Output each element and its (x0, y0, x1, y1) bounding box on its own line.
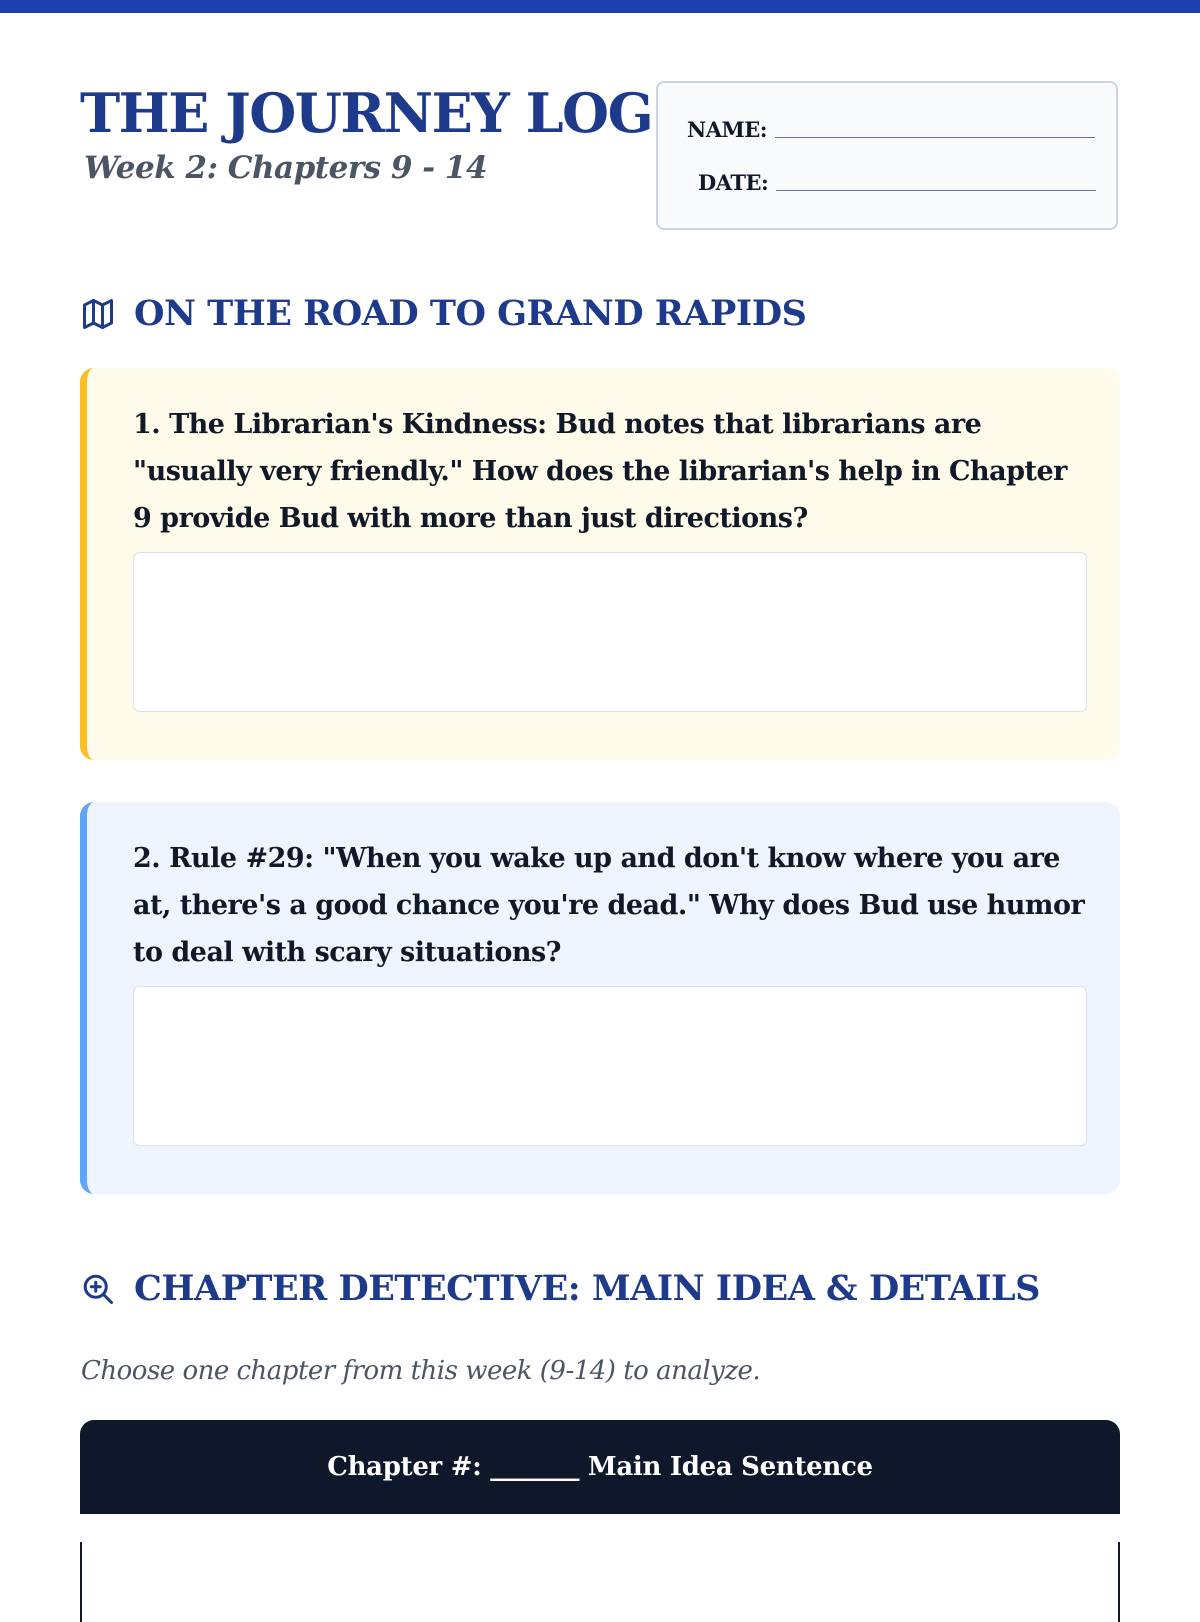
date-label: DATE: (698, 170, 769, 195)
name-label: NAME: (687, 117, 767, 142)
section-heading-road-text: ON THE ROAD TO GRAND RAPIDS (134, 293, 807, 334)
name-line[interactable] (775, 137, 1095, 138)
main-idea-table-header: Chapter #: _______ Main Idea Sentence (80, 1420, 1120, 1514)
name-field[interactable] (687, 117, 1095, 142)
answer-box-1[interactable] (133, 552, 1087, 712)
question-text-1: 1. The Librarian's Kindness: Bud notes that librarians are "usually very friendly." How does the librarian's help in Chapter 9 provide Bud with more than just directions? (133, 409, 1067, 534)
map-icon (80, 296, 116, 332)
page-title: THE JOURNEY LOG (80, 81, 653, 145)
top-accent-bar (0, 0, 1200, 13)
question-card-2 (80, 802, 1120, 1194)
date-field[interactable] (698, 170, 1096, 195)
student-info-box (656, 81, 1118, 230)
question-text-2: 2. Rule #29: "When you wake up and don't know where you are at, there's a good chance you're dead." Why does Bud use humor to deal with scary situations? (133, 843, 1085, 968)
date-line[interactable] (776, 190, 1096, 191)
section-heading-detective-text: CHAPTER DETECTIVE: MAIN IDEA & DETAILS (134, 1268, 1040, 1309)
main-idea-table-body[interactable] (80, 1542, 1120, 1622)
question-card-1 (80, 368, 1120, 760)
answer-box-2[interactable] (133, 986, 1087, 1146)
page-subtitle: Week 2: Chapters 9 - 14 (84, 150, 488, 186)
section-heading-road (80, 293, 806, 334)
magnifier-plus-icon (80, 1271, 116, 1307)
detective-instructions: Choose one chapter from this week (9-14) to analyze. (81, 1356, 761, 1386)
section-heading-detective (80, 1268, 1040, 1309)
